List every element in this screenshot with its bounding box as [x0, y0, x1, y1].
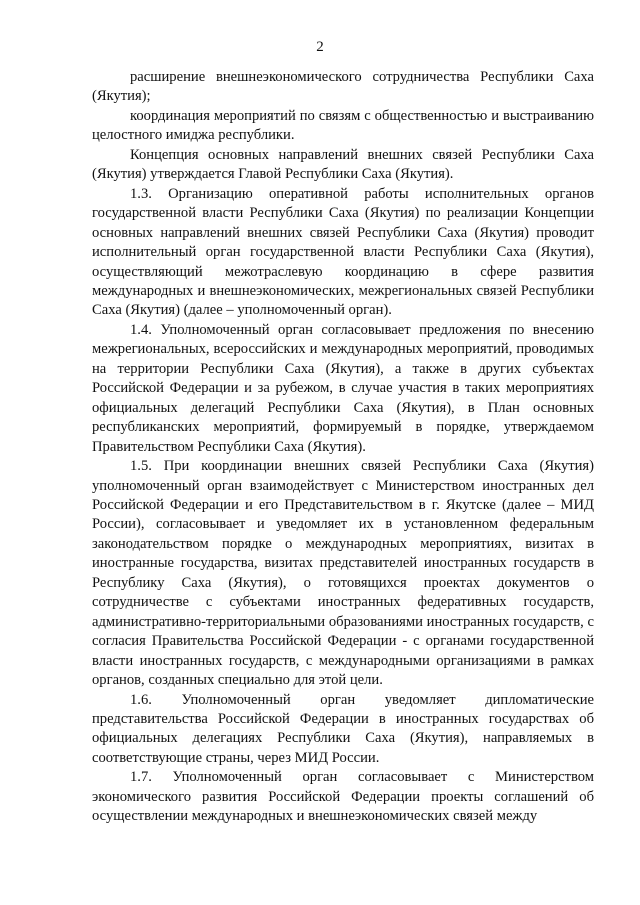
paragraph-list-item-foreign-trade: расширение внешнеэкономического сотрудничества Республики Саха (Якутия); [92, 69, 594, 105]
paragraph-section-1-6: 1.6. Уполномоченный орган уведомляет дипломатические представительства Российской Федерации в иностранных государствах об официальных делегациях Республики Саха (Якутия), направляемых в соответствующие страны, через МИД России. [92, 691, 594, 766]
paragraph-section-1-5: 1.5. При координации внешних связей Республики Саха (Якутия) уполномоченный орган взаимодействует с Министерством иностранных дел Российской Федерации и его Представительством в г. Якутске (далее – МИД России), согласовывает и уведомляет их в установленном федеральным законодательством порядке о международных мероприятиях, визитах в иностранные государства, визитах представителей иностранных государств в Республику Саха (Якутия), о готовящихся проектах документов о сотрудничестве с субъектами иностранных федеративных государств, административно-территориальными образованиями иностранных государств, с согласия Правительства Российской Федерации - с органами государственной власти иностранных государств, с международными организациями в рамках органов, созданных специально для этой цели. [92, 458, 594, 689]
paragraph-list-item-public-relations: координация мероприятий по связям с общественностью и выстраиванию целостного имиджа республики. [92, 107, 594, 144]
page-number: 2 [316, 39, 324, 55]
paragraph-section-1-4: 1.4. Уполномоченный орган согласовывает предложения по внесению межрегиональных, всероссийских и международных мероприятий, проводимых на территории Республики Саха (Якутия), а также в других субъектах Российской Федерации и за рубежом, в случае участия в таких мероприятиях официальных делегаций Республики Саха (Якутия), в План основных республиканских мероприятий, формируемый в порядке, утверждаемом Правительством Республики Саха (Якутия). [92, 321, 594, 455]
paragraph-section-1-3: 1.3. Организацию оперативной работы исполнительных органов государственной власти Республики Саха (Якутия) по реализации Концепции основных направлений внешних связей Республики Саха (Якутия) проводит исполнительный орган государственной власти Республики Саха (Якутия), осуществляющий межотраслевую координацию в сфере развития международных и внешнеэкономических, межрегиональных связей Республики Саха (Якутия) (далее – уполномоченный орган). [92, 185, 594, 319]
paragraph-concept-approval: Концепция основных направлений внешних связей Республики Саха (Якутия) утверждается Главой Республики Саха (Якутия). [92, 146, 594, 183]
document-body [92, 68, 594, 827]
paragraph-section-1-7: 1.7. Уполномоченный орган согласовывает с Министерством экономического развития Российской Федерации проекты соглашений об осуществлении международных и внешнеэкономических связей между [92, 769, 594, 825]
